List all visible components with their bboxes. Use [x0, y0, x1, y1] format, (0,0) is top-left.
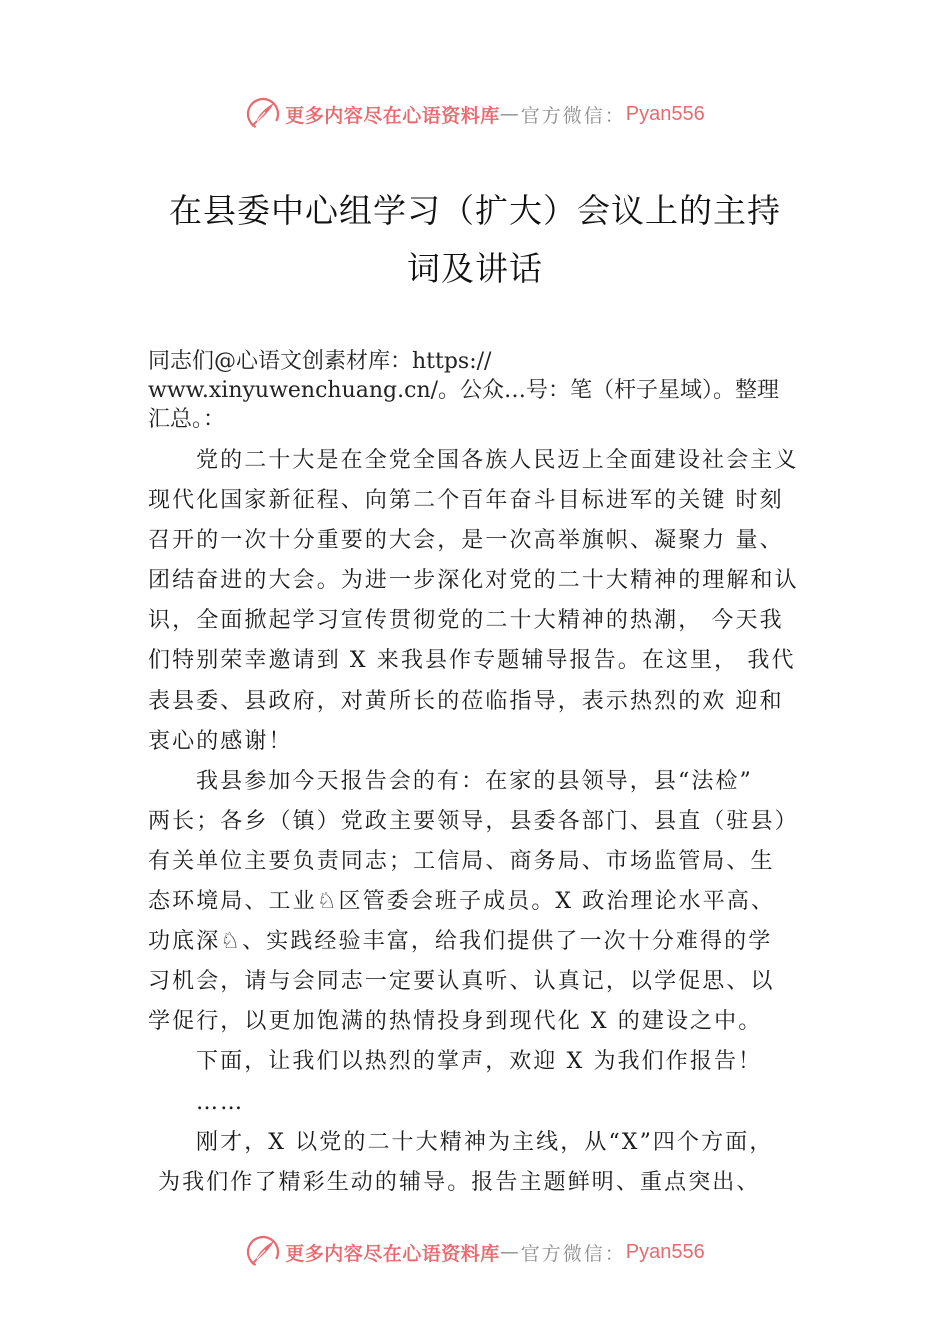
- body-line: 我县参加今天报告会的有：在家的县领导，县“法检”: [196, 768, 753, 794]
- title-line-2: 词及讲话: [407, 249, 543, 288]
- body-line: ……: [196, 1089, 245, 1115]
- banner-wechat-id: Pyan556: [625, 1240, 705, 1263]
- body-line: 为我们作了精彩生动的辅导。报告主题鲜明、重点突出、: [158, 1169, 761, 1195]
- body-line: 现代化国家新征程、向第二个百年奋斗目标进军的关键 时刻: [148, 488, 784, 514]
- source-note: [148, 347, 838, 434]
- source-note-line-3: 汇总。：: [148, 407, 226, 432]
- body-line: 党的二十大是在全党全国各族人民迈上全面建设社会主义: [196, 448, 799, 473]
- speech-body: [148, 441, 838, 1203]
- body-line: 态环境局、工业♘区管委会班子成员。X 政治理论水平高、: [148, 889, 776, 915]
- banner-wechat-label: 官方微信：: [520, 1242, 626, 1265]
- body-line: 团结奋进的大会。为进一步深化对党的二十大精神的理解和认: [148, 568, 799, 594]
- banner-dash: —: [499, 103, 521, 125]
- banner-wechat-label: 官方微信：: [520, 104, 626, 127]
- body-line: 召开的一次十分重要的大会，是一次高举旗帜、凝聚力 量、: [148, 528, 784, 554]
- body-line: 下面，让我们以热烈的掌声，欢迎 X 为我们作报告！: [196, 1049, 763, 1075]
- feather-pen-logo-icon: [245, 1234, 281, 1270]
- body-line: 们特别荣幸邀请到 X 来我县作专题辅导报告。在这里， 我代: [148, 648, 796, 674]
- body-line: 衷心的感谢！: [148, 728, 293, 754]
- banner-brand-text: 更多内容尽在心语资料库: [285, 1242, 500, 1265]
- banner-brand-text: 更多内容尽在心语资料库: [285, 104, 500, 127]
- body-line: 刚才，X 以党的二十大精神为主线，从“X”四个方面，: [196, 1129, 774, 1155]
- title-line-1: 在县委中心组学习（扩大）会议上的主持: [169, 191, 781, 230]
- document-title: [120, 182, 830, 298]
- body-line: 习机会，请与会同志一定要认真听、认真记，以学促思、以: [148, 969, 775, 995]
- body-line: 识，全面掀起学习宣传贯彻党的二十大精神的热潮， 今天我: [148, 608, 784, 634]
- footer-banner: [0, 1232, 950, 1272]
- body-line: 两长；各乡（镇）党政主要领导，县委各部门、县直（驻县）: [148, 808, 799, 834]
- banner-wechat-id: Pyan556: [625, 102, 705, 125]
- body-line: 表县委、县政府，对黄所长的莅临指导，表示热烈的欢 迎和: [148, 688, 784, 714]
- feather-pen-logo-icon: [245, 96, 281, 132]
- body-line: 学促行，以更加饱满的热情投身到现代化 X 的建设之中。: [148, 1009, 763, 1035]
- source-note-line-2: www.xinyuwenchuang.cn/。公众…号：笔（杆子星域）。整理: [148, 378, 780, 403]
- source-note-line-1: 同志们@心语文创素材库：https://: [148, 349, 492, 374]
- body-line: 功底深♘、实践经验丰富，给我们提供了一次十分难得的学: [148, 929, 773, 955]
- header-banner: [0, 94, 950, 134]
- banner-dash: —: [499, 1241, 521, 1263]
- body-line: 有关单位主要负责同志；工信局、商务局、市场监管局、生: [148, 848, 775, 874]
